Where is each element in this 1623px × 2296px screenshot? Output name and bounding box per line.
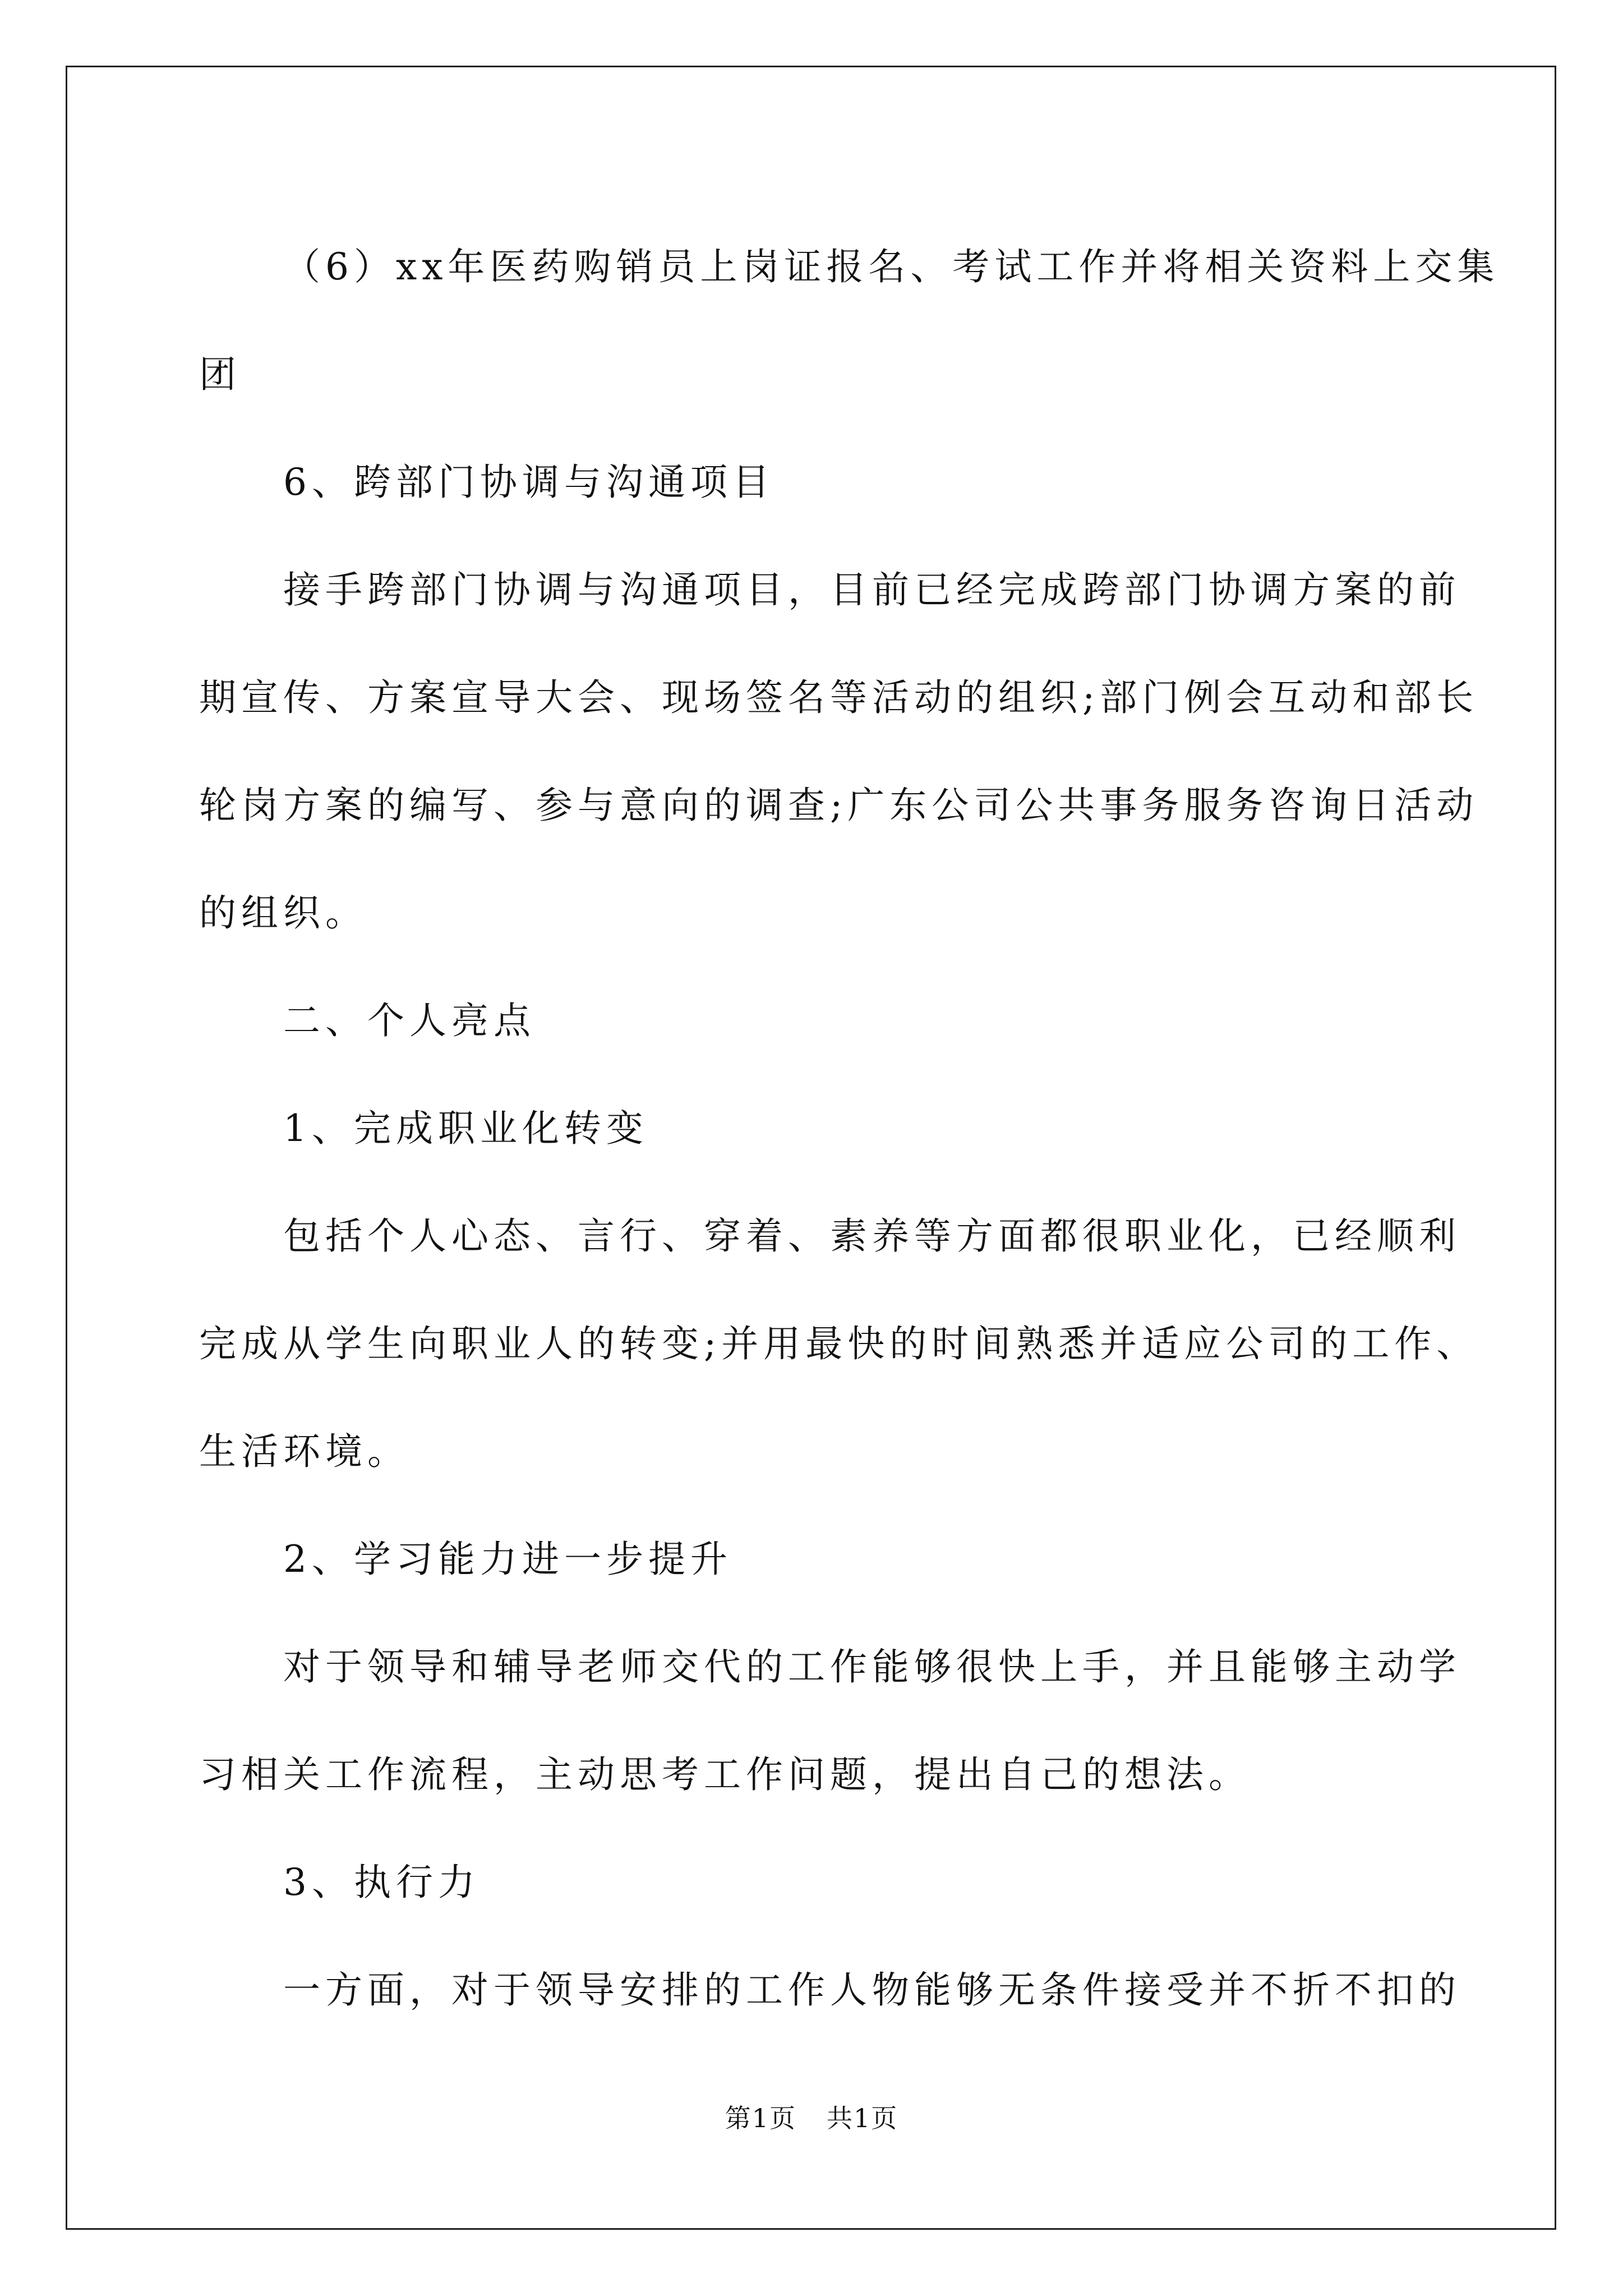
- subheading-3: 3、执行力: [283, 1861, 480, 1904]
- paragraph-line: 的组织。: [199, 891, 367, 935]
- paragraph-line: 完成从学生向职业人的转变;并用最快的时间熟悉并适应公司的工作、: [199, 1322, 1479, 1365]
- paragraph-line: 期宣传、方案宣导大会、现场签名等活动的组织;部门例会互动和部长: [199, 676, 1479, 719]
- section-heading-highlights: 二、个人亮点: [283, 999, 536, 1042]
- line-item-subheading-6: （6）xx年医药购销员上岗证报名、考试工作并将相关资料上交集: [283, 245, 1500, 288]
- page-total: 共1页: [827, 2103, 898, 2133]
- paragraph-line: 一方面，对于领导安排的工作人物能够无条件接受并不折不扣的: [283, 1968, 1461, 2012]
- section-heading-6: 6、跨部门协调与沟通项目: [283, 461, 774, 504]
- paragraph-line: 生活环境。: [199, 1430, 409, 1473]
- subheading-2: 2、学习能力进一步提升: [283, 1538, 732, 1581]
- page-number: 第1页: [725, 2103, 796, 2133]
- paragraph-line: 习相关工作流程，主动思考工作问题，提出自己的想法。: [199, 1753, 1251, 1796]
- paragraph-line: 接手跨部门协调与沟通项目，目前已经完成跨部门协调方案的前: [283, 568, 1461, 611]
- page-footer: [0, 2098, 1623, 2135]
- subheading-1: 1、完成职业化转变: [283, 1107, 648, 1150]
- line-continuation: 团: [199, 353, 241, 396]
- paragraph-line: 轮岗方案的编写、参与意向的调查;广东公司公共事务服务咨询日活动: [199, 784, 1479, 827]
- paragraph-line: 对于领导和辅导老师交代的工作能够很快上手，并且能够主动学: [283, 1645, 1461, 1688]
- paragraph-line: 包括个人心态、言行、穿着、素养等方面都很职业化，已经顺利: [283, 1214, 1461, 1258]
- document-body: [199, 213, 1500, 2044]
